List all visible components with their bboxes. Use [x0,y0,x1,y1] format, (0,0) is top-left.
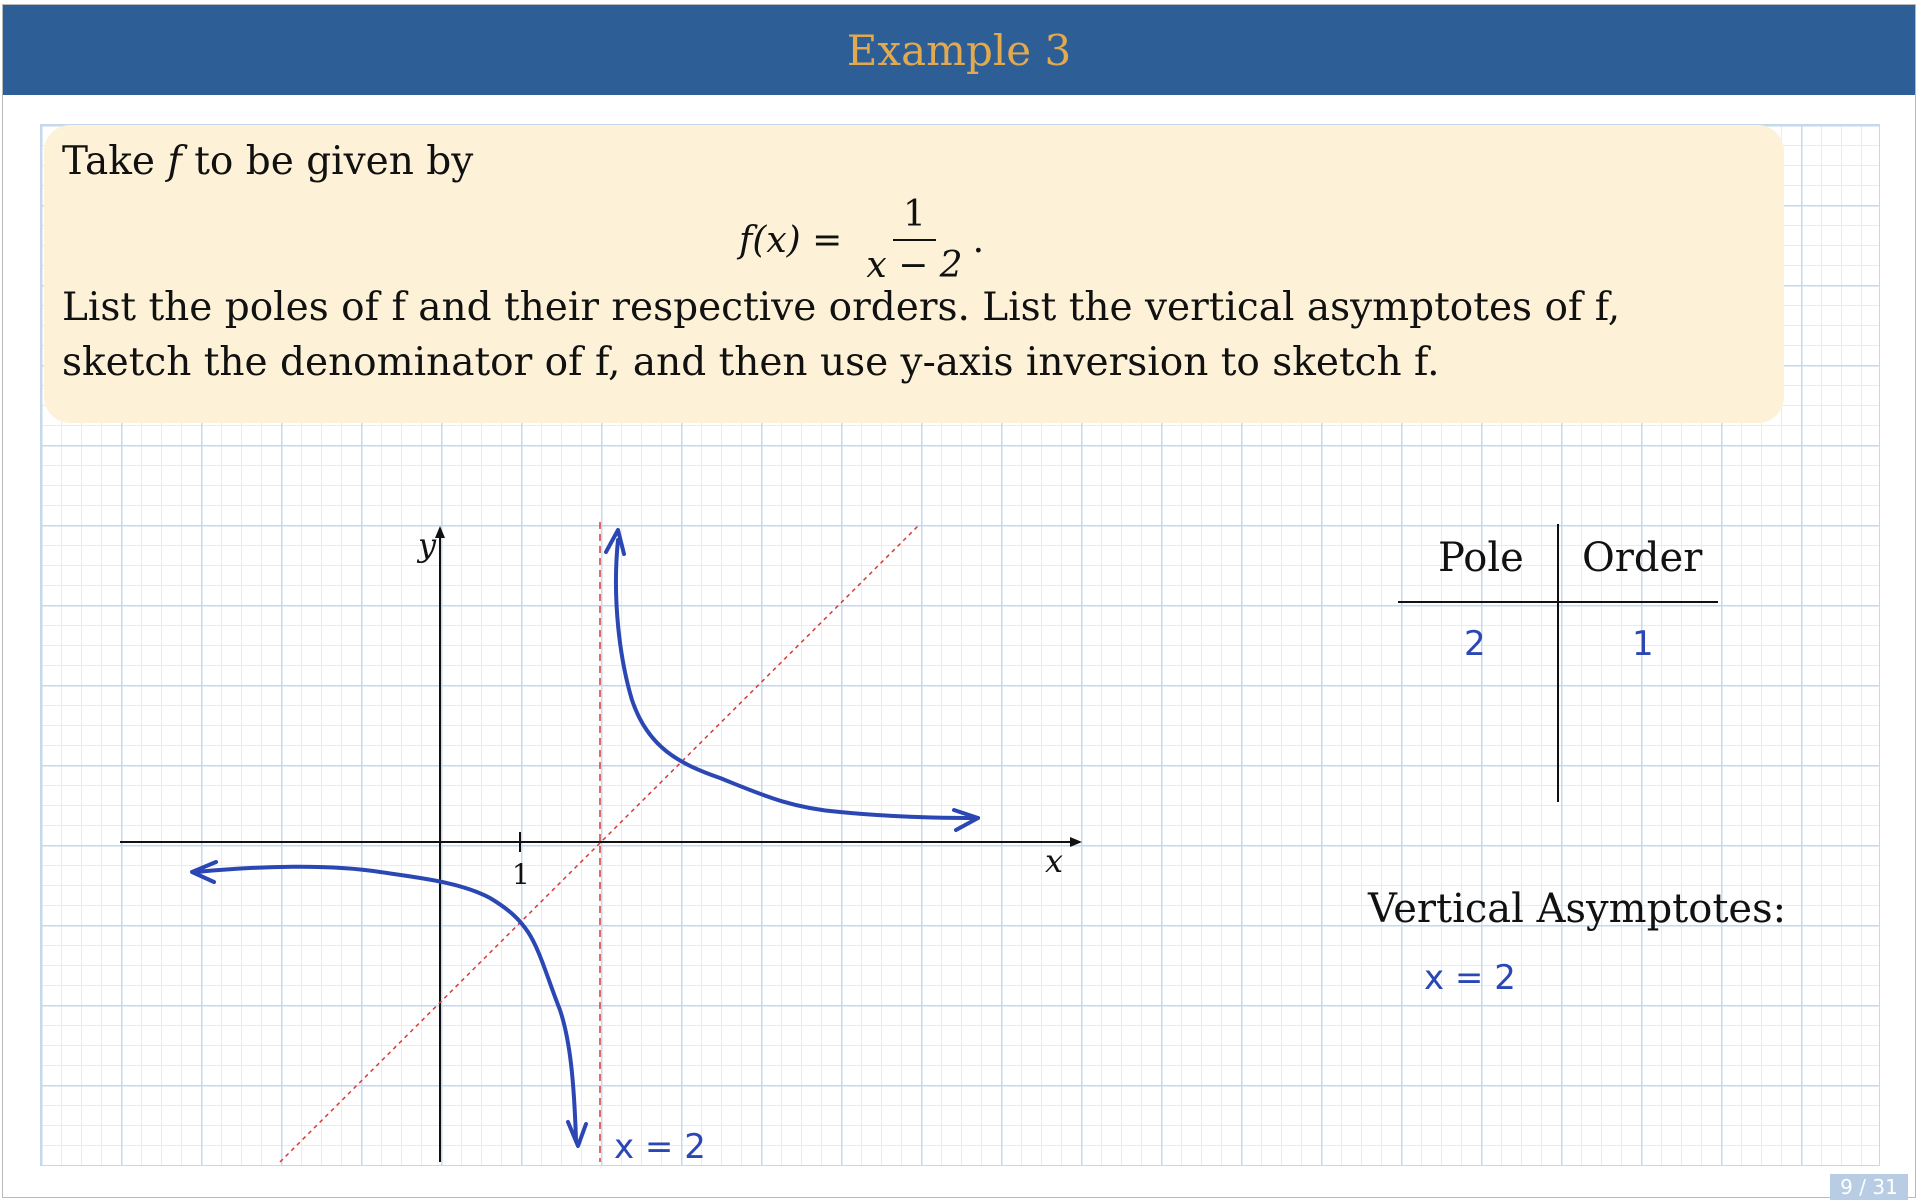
arrowhead-right [954,810,978,830]
line-y-equals-x-minus-2 [280,526,918,1162]
intro-text-rest: to be given by [194,139,474,184]
x-axis-label: x [1045,842,1064,880]
table-cell-pole: 2 [1464,624,1486,664]
table-cell-order: 1 [1632,624,1654,664]
table-header-pole: Pole [1438,535,1524,581]
formula-period: . [972,219,985,261]
intro-text: Take [62,139,155,184]
problem-line-3: sketch the denominator of f, and then use y-axis inversion to sketch f. [62,340,1440,385]
vertical-asymptotes-answer: x = 2 [1424,958,1516,998]
formula-denominator: x − 2 [866,245,963,286]
vertical-asymptotes-heading: Vertical Asymptotes: [1368,886,1787,932]
asymptote-annotation: x = 2 [614,1127,706,1167]
table-header-order: Order [1582,535,1703,581]
curve-left-branch [196,867,576,1140]
formula-lhs: f(x) = [739,219,843,261]
y-axis-label: y [418,526,437,564]
x-tick-label-1: 1 [512,858,530,891]
problem-line-2: List the poles of f and their respective orders. List the vertical asymptotes of f, [62,285,1621,330]
page-indicator[interactable]: 9 / 31 [1830,1174,1908,1200]
intro-function-symbol: f [167,139,182,184]
curve-right-branch [616,540,978,818]
formula-numerator: 1 [893,194,936,241]
arrowhead-up [606,530,624,554]
slide-title: Example 3 [846,25,1072,75]
